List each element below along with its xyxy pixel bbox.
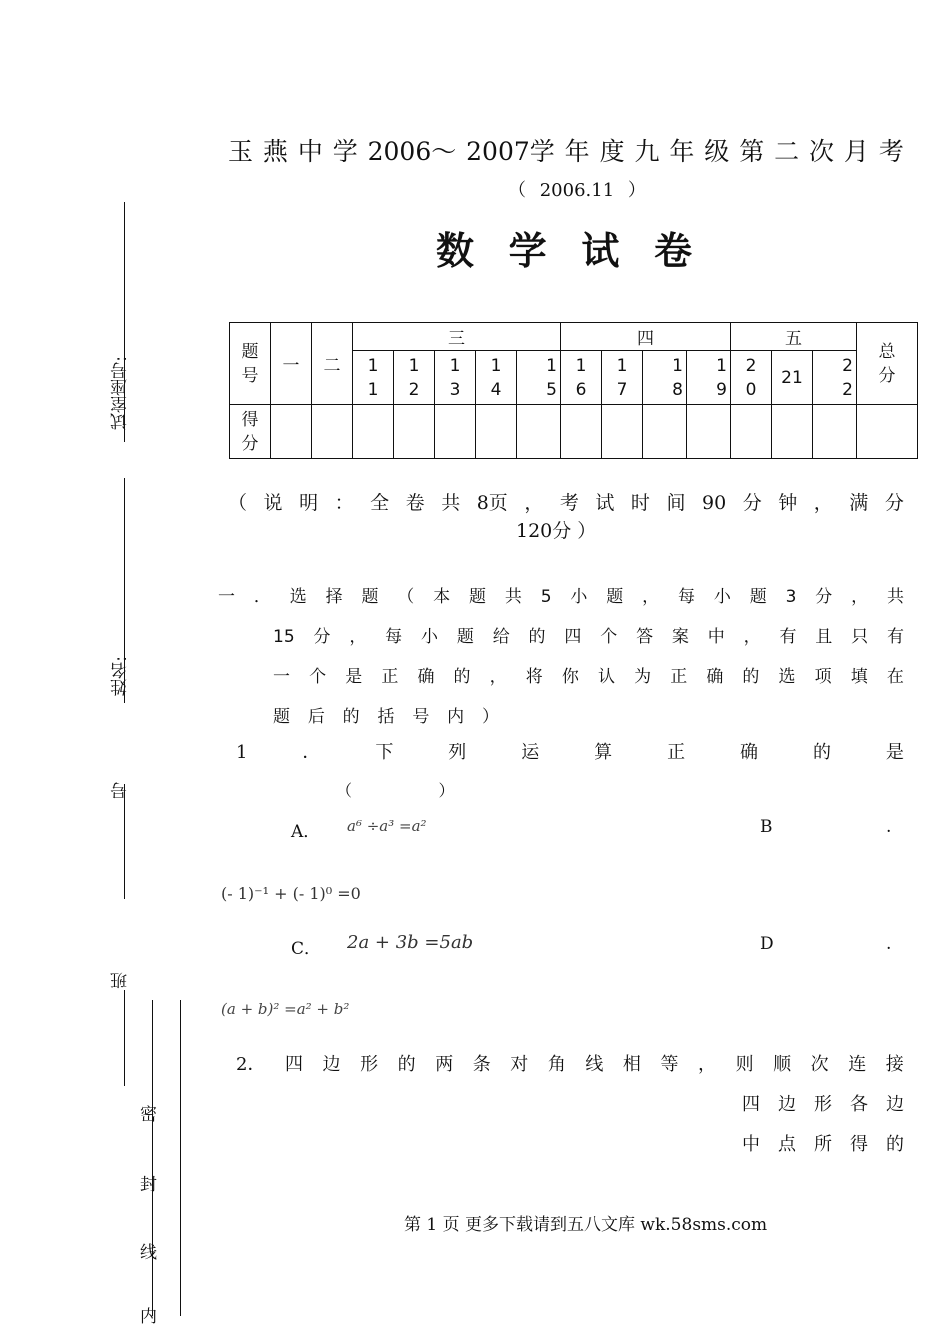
- text-segment: 每: [678, 587, 695, 607]
- text-segment: 后: [307, 707, 325, 727]
- q1-option-b-label: B: [760, 817, 773, 837]
- seal-line-left: [152, 1000, 153, 1316]
- text-segment: 各: [850, 1094, 868, 1115]
- group-five: 五: [731, 323, 857, 351]
- text-segment: 次: [810, 1054, 829, 1075]
- text-segment: 项: [814, 667, 832, 687]
- text-segment: 内: [447, 707, 465, 727]
- seal-char-4: 内: [140, 1307, 157, 1327]
- qnum-19: 1 9: [687, 351, 731, 405]
- text-segment: 形: [814, 1094, 832, 1115]
- seal-line-right: [180, 1000, 181, 1316]
- score-cell[interactable]: [731, 405, 772, 459]
- text-segment: 确: [740, 742, 759, 763]
- text-segment: 且: [815, 627, 833, 647]
- text-segment: 有: [779, 627, 797, 647]
- text-segment: 分: [884, 492, 904, 514]
- text-segment: 满: [849, 492, 869, 514]
- binding-line-class: [124, 990, 125, 1086]
- text-segment: 数: [436, 228, 475, 273]
- text-segment: 选: [289, 587, 307, 607]
- text-segment: 有: [886, 627, 904, 647]
- text-segment: 认: [597, 667, 615, 687]
- qnum-21: 21: [772, 351, 813, 405]
- text-segment: 年: [669, 137, 695, 166]
- text-segment: 钟: [778, 492, 798, 514]
- text-segment: 的: [397, 1054, 416, 1075]
- text-segment: 答: [636, 627, 654, 647]
- text-segment: 卷: [653, 228, 692, 273]
- qnum-20: 2 0: [731, 351, 772, 405]
- text-segment: 题: [606, 587, 624, 607]
- score-cell[interactable]: [772, 405, 813, 459]
- col-one: 一: [271, 323, 312, 405]
- text-segment: 给: [492, 627, 510, 647]
- q1-option-a-label: A．: [291, 822, 321, 842]
- score-cell[interactable]: [353, 405, 394, 459]
- text-segment: ，: [698, 1054, 717, 1075]
- text-segment: ，: [813, 492, 833, 514]
- text-segment: 共: [504, 587, 522, 607]
- score-row-label: 得 分: [230, 405, 271, 459]
- text-segment: 3: [785, 587, 797, 607]
- text-segment: 则: [735, 1054, 754, 1075]
- text-segment: 的: [812, 742, 831, 763]
- score-cell[interactable]: [643, 405, 687, 459]
- qnum-14: 1 4: [476, 351, 517, 405]
- qnum-13: 1 3: [435, 351, 476, 405]
- text-segment: 对: [510, 1054, 529, 1075]
- text-segment: 分: [313, 627, 331, 647]
- q1-option-b: (- 1)⁻¹ + (- 1)⁰ =0: [221, 884, 361, 903]
- text-segment: 在: [886, 667, 904, 687]
- text-segment: 的: [528, 627, 546, 647]
- text-segment: 全: [370, 492, 390, 514]
- text-segment: 个: [309, 667, 327, 687]
- text-segment: ）: [481, 707, 499, 727]
- text-segment: 得: [850, 1134, 868, 1155]
- text-segment: 题: [749, 587, 767, 607]
- text-segment: 中: [707, 627, 725, 647]
- score-cell[interactable]: [312, 405, 353, 459]
- score-cell[interactable]: [476, 405, 517, 459]
- text-segment: 的: [742, 667, 760, 687]
- section1-heading-line2: [273, 622, 904, 647]
- text-segment: 的: [453, 667, 471, 687]
- text-segment: 四: [564, 627, 582, 647]
- exam-note-line2: 120分 ）: [516, 520, 597, 542]
- text-segment: 为: [634, 667, 652, 687]
- text-segment: 顺: [773, 1054, 792, 1075]
- text-segment: 运: [521, 742, 540, 763]
- text-segment: 学: [332, 137, 358, 166]
- text-segment: 点: [778, 1134, 796, 1155]
- score-cell[interactable]: [602, 405, 643, 459]
- text-segment: 号: [412, 707, 430, 727]
- text-segment: ：: [334, 492, 354, 514]
- text-segment: 年: [564, 137, 590, 166]
- text-segment: ．: [253, 587, 271, 607]
- text-segment: 边: [886, 1094, 904, 1115]
- text-segment: ，: [642, 587, 660, 607]
- section1-heading-line1: [218, 582, 904, 607]
- text-segment: 燕: [262, 137, 288, 166]
- text-segment: 填: [850, 667, 868, 687]
- text-segment: 边: [778, 1094, 796, 1115]
- text-segment: 题: [456, 627, 474, 647]
- text-segment: 试: [595, 492, 615, 514]
- text-segment: 四: [285, 1054, 303, 1075]
- text-segment: 所: [814, 1134, 832, 1155]
- text-segment: 玉: [228, 137, 254, 166]
- score-cell-total[interactable]: [857, 405, 918, 459]
- text-segment: 时: [630, 492, 650, 514]
- qnum-15: 1 5: [517, 351, 561, 405]
- text-segment: 分: [742, 492, 762, 514]
- q2-stem-line1: [236, 1050, 904, 1076]
- text-segment: 个: [600, 627, 618, 647]
- text-segment: 等: [660, 1054, 679, 1075]
- text-segment: 是: [885, 742, 904, 763]
- text-segment: 中: [297, 137, 323, 166]
- text-segment: 下: [375, 742, 394, 763]
- text-segment: 一: [218, 587, 235, 607]
- text-segment: 边: [322, 1054, 341, 1075]
- text-segment: 15: [273, 627, 295, 647]
- binding-line-number: [124, 784, 125, 899]
- score-cell[interactable]: [561, 405, 602, 459]
- text-segment: ，: [489, 667, 507, 687]
- text-segment: 共: [886, 587, 904, 607]
- qnum-16: 1 6: [561, 351, 602, 405]
- seal-char-1: 密: [140, 1105, 157, 1125]
- text-segment: 90: [701, 492, 727, 514]
- group-three: 三: [353, 323, 561, 351]
- text-segment: 择: [325, 587, 343, 607]
- text-segment: 的: [342, 707, 360, 727]
- q1-option-d-label: D: [760, 934, 774, 954]
- score-cell[interactable]: [271, 405, 312, 459]
- text-segment: 考: [559, 492, 579, 514]
- text-segment: 小: [570, 587, 588, 607]
- text-segment: 相: [622, 1054, 641, 1075]
- text-segment: 月: [843, 137, 869, 166]
- text-segment: 确: [417, 667, 435, 687]
- text-segment: 线: [585, 1054, 604, 1075]
- group-four: 四: [561, 323, 731, 351]
- text-segment: 题: [469, 587, 487, 607]
- text-segment: 确: [706, 667, 724, 687]
- text-segment: 你: [561, 667, 579, 687]
- text-segment: 接: [885, 1054, 904, 1075]
- text-segment: 二: [774, 137, 800, 166]
- text-segment: 间: [666, 492, 686, 514]
- q1-option-c-label: C．: [291, 939, 322, 959]
- text-segment: 案: [671, 627, 689, 647]
- text-segment: 是: [345, 667, 363, 687]
- text-segment: ，: [743, 627, 761, 647]
- score-table: [229, 322, 918, 459]
- text-segment: （: [228, 492, 248, 514]
- text-segment: 正: [381, 667, 399, 687]
- text-segment: 两: [435, 1054, 454, 1075]
- text-segment: 算: [594, 742, 613, 763]
- question-number-header: 题 号: [230, 323, 271, 405]
- exam-note-line1: [228, 488, 904, 515]
- text-segment: 试: [581, 228, 620, 273]
- score-cell[interactable]: [435, 405, 476, 459]
- text-segment: 每: [385, 627, 403, 647]
- text-segment: 题: [273, 707, 290, 727]
- text-segment: （: [397, 587, 415, 607]
- text-segment: 中: [742, 1134, 760, 1155]
- seat-number-label: 试室座号:: [111, 356, 131, 430]
- text-segment: 分: [815, 587, 833, 607]
- q1-option-d: (a + b)² =a² + b²: [221, 1000, 350, 1018]
- exam-date: （ 2006.11 ）: [508, 180, 646, 201]
- student-number-label: 号: [111, 782, 131, 799]
- score-cell[interactable]: [394, 405, 435, 459]
- score-cell[interactable]: [813, 405, 857, 459]
- q1-option-c: 2a + 3b =5ab: [347, 932, 474, 953]
- text-segment: 正: [670, 667, 688, 687]
- text-segment: 第: [739, 137, 765, 166]
- qnum-11: 1 1: [353, 351, 394, 405]
- text-segment: 的: [886, 1134, 904, 1155]
- text-segment: 说: [263, 492, 283, 514]
- text-segment: 四: [742, 1094, 760, 1115]
- score-cell[interactable]: [687, 405, 731, 459]
- text-segment: 连: [848, 1054, 867, 1075]
- text-segment: 2．: [236, 1054, 266, 1075]
- section1-heading-line4: [273, 702, 499, 727]
- text-segment: 级: [704, 137, 730, 166]
- text-segment: 选: [778, 667, 796, 687]
- text-segment: 角: [547, 1054, 566, 1075]
- text-segment: 2006～: [367, 137, 457, 166]
- text-segment: 卷: [405, 492, 425, 514]
- exam-title: [228, 132, 904, 168]
- score-row: [230, 405, 918, 459]
- text-segment: ，: [524, 492, 544, 514]
- text-segment: 形: [360, 1054, 379, 1075]
- text-segment: ．: [302, 742, 321, 763]
- text-segment: 明: [299, 492, 319, 514]
- qnum-18: 1 8: [643, 351, 687, 405]
- q1-answer-paren: （ ）: [336, 781, 455, 800]
- text-segment: ，: [851, 587, 869, 607]
- class-label: 班: [111, 972, 131, 989]
- text-segment: 小: [421, 627, 439, 647]
- text-segment: 列: [448, 742, 467, 763]
- text-segment: 1: [236, 742, 248, 763]
- text-segment: 8页: [476, 492, 508, 514]
- text-segment: 一: [273, 667, 290, 687]
- col-two: 二: [312, 323, 353, 405]
- text-segment: 小: [713, 587, 731, 607]
- text-segment: 本: [433, 587, 451, 607]
- q1-stem: [236, 738, 904, 764]
- text-segment: 共: [441, 492, 461, 514]
- seal-char-2: 封: [140, 1175, 157, 1195]
- text-segment: 2007学: [466, 137, 555, 166]
- total-header: 总 分: [857, 323, 918, 405]
- q2-stem-line2: [742, 1090, 904, 1116]
- text-segment: 题: [361, 587, 379, 607]
- section1-heading-line3: [273, 662, 904, 687]
- text-segment: 九: [634, 137, 660, 166]
- score-cell[interactable]: [517, 405, 561, 459]
- text-segment: ，: [349, 627, 367, 647]
- text-segment: 只: [851, 627, 869, 647]
- qnum-17: 1 7: [602, 351, 643, 405]
- text-segment: 将: [525, 667, 543, 687]
- text-segment: 学: [508, 228, 547, 273]
- q1-option-d-dot: .: [886, 934, 892, 954]
- q1-option-b-dot: .: [886, 817, 892, 837]
- paper-subtitle: [436, 220, 692, 275]
- qnum-22: 2 2: [813, 351, 857, 405]
- seal-char-3: 线: [140, 1243, 157, 1263]
- q1-option-a: a⁶ ÷a³ =a²: [347, 817, 427, 835]
- name-label: 姓名:: [111, 656, 131, 696]
- qnum-12: 1 2: [394, 351, 435, 405]
- text-segment: 括: [377, 707, 395, 727]
- text-segment: 5: [540, 587, 552, 607]
- text-segment: 条: [472, 1054, 491, 1075]
- text-segment: 次: [809, 137, 835, 166]
- q2-stem-line3: [742, 1130, 904, 1156]
- page-footer: 第 1 页 更多下载请到五八文库 wk.58sms.com: [404, 1215, 768, 1235]
- text-segment: 正: [667, 742, 686, 763]
- text-segment: 度: [599, 137, 625, 166]
- text-segment: 考: [878, 137, 904, 166]
